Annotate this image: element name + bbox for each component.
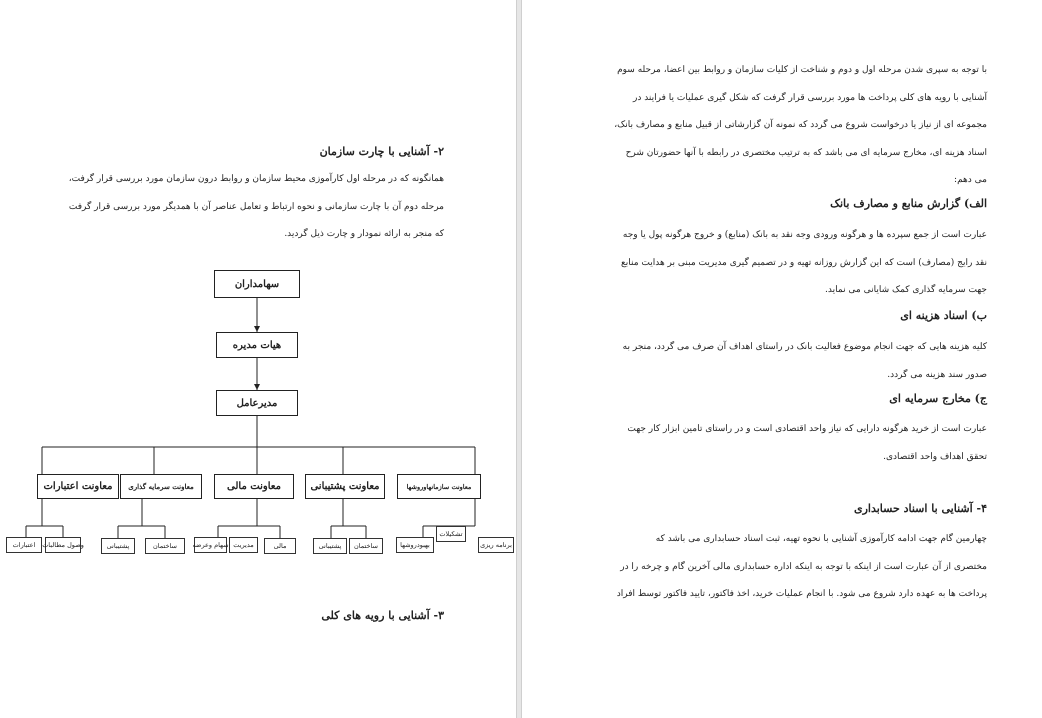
section3-title: ۳- آشنایی با رویه های کلی — [321, 609, 444, 622]
deputy-investment-box: معاونت سرمایه گذاری — [120, 474, 202, 499]
text-line: عبارت است از جمع سپرده ها و هرگونه ورودی وجه نقد به بانک (منابع) و خروج هرگونه پول یا وجه — [622, 230, 987, 240]
text-line: مرحله دوم آن با چارت سازمانی و نحوه ارتباط و تعامل عناصر آن با همدیگر مورد بررسی قرار گرفت — [68, 201, 444, 212]
text-line: چهارمین گام جهت ادامه کارآموزی آشنایی با نحوه تهیه، ثبت اسناد حسابداری می باشد که — [655, 534, 987, 544]
text-line: پرداخت ها به عهده دارد شروع می شود. با انجام عملیات خرید، اخذ فاکتور، تایید فاکتور توسط افراد — [616, 589, 987, 599]
text-line: مجموعه ای از نیاز یا درخواست شروع می گردد که نمونه آن گزارشاتی از قبیل منابع و مصارف بانک، — [614, 120, 987, 130]
ceo-box: مدیرعامل — [216, 390, 298, 416]
unit-credits-box: اعتبارات — [6, 537, 42, 553]
shareholders-box: سهامداران — [214, 270, 300, 298]
section4-title: ۴- آشنایی با اسناد حسابداری — [853, 502, 987, 515]
text-line: نقد رایج (مصارف) است که این گزارش روزانه تهیه و در تصمیم گیری مدیریت مبنی بر هدایت منابع — [620, 257, 987, 268]
left-page — [0, 0, 516, 718]
text-line: آشنایی با رویه های کلی پرداخت ها مورد بررسی قرار گرفت که شکل گیری عملیات یا فرایند در — [632, 92, 987, 103]
text-line: مختصری از آن عبارت است از اینکه با توجه به اینکه اداره حسابداری مالی آخرین گام و چرخه را در — [620, 561, 987, 572]
deputy-support-box: معاونت پشتیبانی — [305, 474, 385, 499]
deputy-credits-box: معاونت اعتبارات — [37, 474, 119, 499]
text-line: می دهم: — [954, 175, 987, 185]
text-line: با توجه به سپری شدن مرحله اول و دوم و شناخت از کلیات سازمان و روابط بین اعضا، مرحله سوم — [617, 65, 987, 75]
subsection-c-paragraph — [557, 416, 987, 471]
unit-organization-box: تشکیلات — [436, 526, 466, 542]
deputy-finance-box: معاونت مالی — [214, 474, 294, 499]
text-line: تحقق اهداف واحد اقتصادی. — [883, 451, 987, 462]
board-of-directors-box: هیات مدیره — [216, 332, 298, 358]
text-line: اسناد هزینه ای، مخارج سرمایه ای می باشد که به ترتیب مختصری در رابطه با آنها حضورتان شرح — [625, 147, 987, 158]
text-line: صدور سند هزینه می گردد. — [887, 369, 987, 380]
section2-title: ۲- آشنایی با چارت سازمان — [319, 145, 444, 158]
unit-support-box: پشتیبانی — [101, 538, 135, 554]
unit-collections-box: وصول مطالبات — [45, 537, 81, 553]
unit-improvement-box: بهبودروشها — [396, 537, 434, 553]
unit-shares-box: سهام وعرضه — [194, 537, 227, 553]
unit-management-box: مدیریت — [229, 537, 258, 553]
subsection-a-title: الف) گزارش منابع و مصارف بانک — [830, 197, 987, 210]
unit-planning-box: برنامه ریزی — [478, 537, 514, 553]
text-line: کلیه هزینه هایی که جهت انجام موضوع فعالیت بانک در راستای اهداف آن صرف می گردد، منجر به — [622, 342, 987, 352]
text-line: همانگونه که در مرحله اول کارآموزی محیط سازمان و روابط درون سازمان مورد بررسی قرار گرفت، — [68, 174, 444, 184]
unit-building-box: ساختمان — [349, 538, 383, 554]
subsection-a-paragraph — [557, 222, 987, 305]
section4-paragraph — [557, 526, 987, 609]
subsection-b-title: ب) اسناد هزینه ای — [900, 309, 987, 322]
subsection-b-paragraph — [557, 334, 987, 389]
subsection-c-title: ج) مخارج سرمایه ای — [889, 392, 987, 405]
unit-finance-box: مالی — [264, 538, 296, 554]
text-line: جهت سرمایه گذاری کمک شایانی می نماید. — [825, 285, 987, 295]
text-line: عبارت است از خرید هرگونه دارایی که نیاز واحد اقتصادی است و در راستای تامین ابزار کار جهت — [627, 424, 987, 434]
unit-support-box: پشتیبانی — [313, 538, 347, 554]
deputy-methods-box: معاونت سازمانهاوروشها — [397, 474, 481, 499]
text-line: که منجر به ارائه نمودار و چارت ذیل گردید. — [284, 229, 444, 239]
intro-paragraph — [557, 57, 987, 195]
unit-building-box: ساختمان — [145, 538, 185, 554]
right-page — [522, 0, 1042, 718]
